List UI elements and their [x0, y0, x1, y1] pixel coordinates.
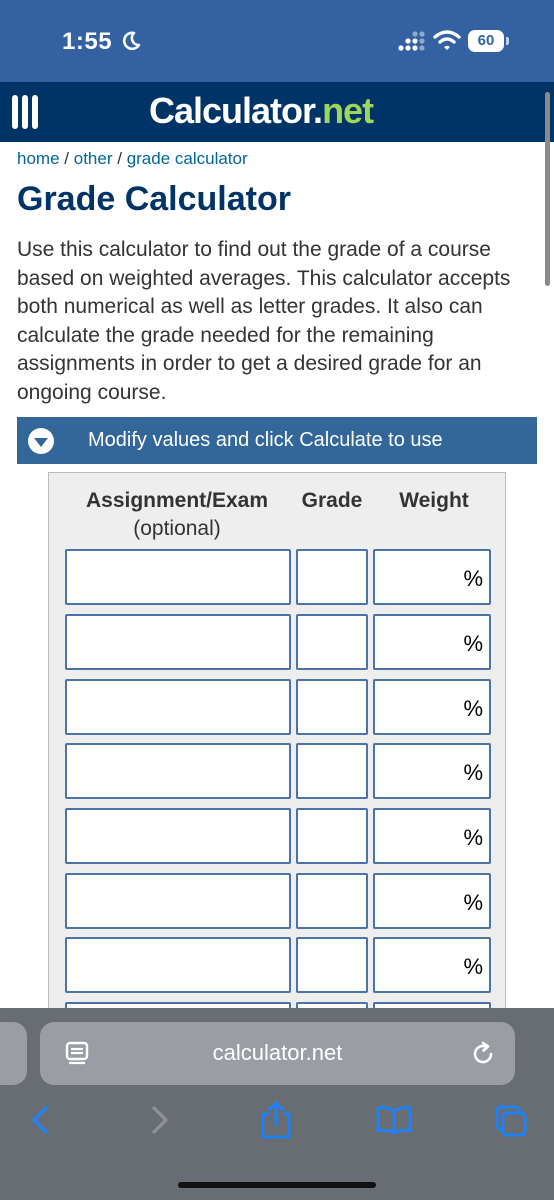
grade-input[interactable]: [296, 614, 368, 670]
breadcrumb-grade-calculator[interactable]: grade calculator: [126, 149, 248, 168]
site-header: [0, 82, 554, 142]
grade-form-panel: [48, 472, 506, 1033]
percent-suffix: %: [463, 566, 483, 591]
grade-input[interactable]: [296, 937, 368, 993]
address-bar[interactable]: [40, 1022, 515, 1085]
grade-input[interactable]: [296, 743, 368, 799]
back-arrow-icon[interactable]: [28, 1104, 54, 1136]
share-icon[interactable]: [257, 1100, 295, 1140]
weight-input[interactable]: [373, 937, 491, 993]
percent-suffix: %: [463, 954, 483, 979]
assignment-input[interactable]: [65, 873, 291, 929]
page-title: Grade Calculator: [17, 180, 291, 218]
assignment-input[interactable]: [65, 937, 291, 993]
grade-input[interactable]: [296, 679, 368, 735]
weight-column-header: Weight: [399, 489, 469, 512]
grade-row: [65, 549, 491, 605]
breadcrumb-other[interactable]: other: [73, 149, 113, 168]
percent-suffix: %: [463, 890, 483, 915]
previous-tab-preview[interactable]: [0, 1022, 27, 1085]
wifi-icon: [433, 29, 461, 51]
cellular-signal-icon: [398, 30, 426, 52]
bookmarks-book-icon[interactable]: [375, 1104, 413, 1136]
grade-row: [65, 808, 491, 864]
weight-input[interactable]: [373, 743, 491, 799]
tabs-icon[interactable]: [494, 1104, 528, 1138]
breadcrumb-home[interactable]: home: [17, 149, 60, 168]
breadcrumb-separator: /: [64, 149, 69, 168]
grade-input[interactable]: [296, 808, 368, 864]
grade-row: [65, 614, 491, 670]
percent-suffix: %: [463, 825, 483, 850]
modify-values-notice[interactable]: [17, 417, 537, 464]
battery-tip: [506, 37, 509, 45]
logo-main: Calculator.: [149, 90, 323, 131]
percent-suffix: %: [463, 696, 483, 721]
percent-suffix: %: [463, 631, 483, 656]
grade-input[interactable]: [296, 549, 368, 605]
weight-input[interactable]: [373, 873, 491, 929]
grade-row: [65, 743, 491, 799]
home-indicator[interactable]: [178, 1182, 376, 1188]
hamburger-menu-icon[interactable]: [12, 95, 38, 129]
moon-icon: [121, 31, 141, 51]
assignment-input[interactable]: [65, 743, 291, 799]
grade-input[interactable]: [296, 873, 368, 929]
assignment-input[interactable]: [65, 808, 291, 864]
grade-row: [65, 873, 491, 929]
battery-indicator: 60: [468, 30, 504, 52]
breadcrumb-separator: /: [117, 149, 122, 168]
browser-toolbar: [0, 1008, 554, 1200]
assignment-input[interactable]: [65, 614, 291, 670]
intro-paragraph: Use this calculator to find out the grade of a course based on weighted averages. This calculator accepts both numerical as well as letter grades. It also can calculate the grade needed for the remaining assignments in order to get a desired grade for an ongoing course.: [17, 238, 511, 404]
grade-row: [65, 679, 491, 735]
assignment-input[interactable]: [65, 679, 291, 735]
weight-input[interactable]: [373, 808, 491, 864]
grade-column-header: Grade: [301, 489, 363, 512]
status-bar: [0, 0, 554, 82]
assignment-input[interactable]: [65, 549, 291, 605]
weight-input[interactable]: [373, 614, 491, 670]
forward-arrow-icon[interactable]: [146, 1104, 172, 1136]
weight-input[interactable]: [373, 549, 491, 605]
logo-suffix: net: [322, 90, 374, 131]
reload-icon[interactable]: [470, 1041, 496, 1067]
url-text: calculator.net: [212, 1040, 343, 1065]
assignment-column-header: Assignment/Exam: [85, 489, 269, 512]
notice-text: Modify values and click Calculate to use: [88, 429, 443, 451]
percent-suffix: %: [463, 760, 483, 785]
status-time: 1:55: [62, 28, 113, 55]
weight-input[interactable]: [373, 679, 491, 735]
chevron-down-circle-icon: [28, 428, 54, 454]
breadcrumb: [17, 149, 248, 169]
site-logo[interactable]: [149, 90, 373, 132]
assignment-optional-note: (optional): [133, 517, 221, 540]
page-scrollbar[interactable]: [545, 92, 550, 286]
grade-row: [65, 937, 491, 993]
